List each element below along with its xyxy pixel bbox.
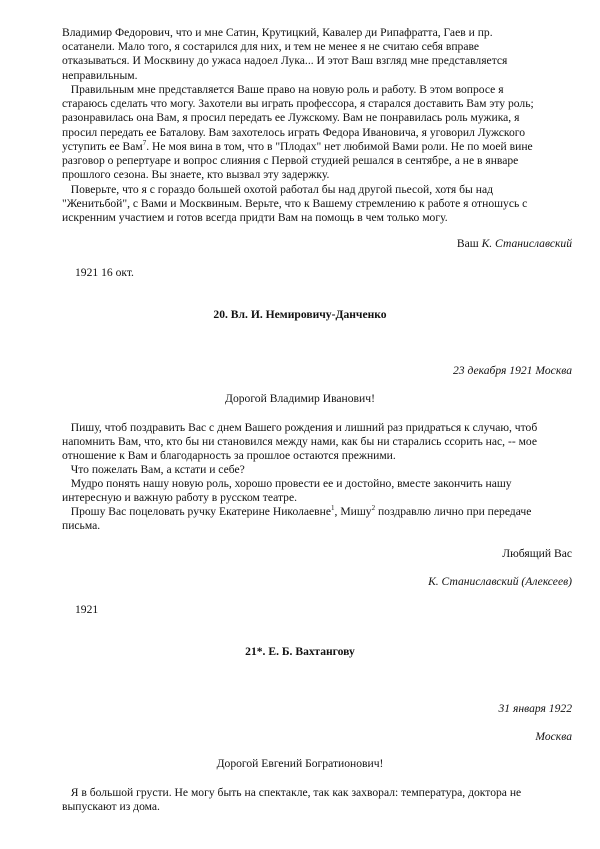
letter20-paragraph-1: Пишу, чтоб поздравить Вас с днем Вашего рождения и лишний раз придраться к случаю, чтоб напомнить Вам, что, кто бы ни становился между нами, как бы ни старались ссорить нас, -- мое отношение к Вам и благодарность за прошлое остаются прежними. — [62, 421, 538, 463]
letter20-heading: 20. Вл. И. Немировичу-Данченко — [213, 308, 387, 321]
footnote-marker: 7 — [142, 138, 147, 147]
letter20-paragraph-3: Мудро понять нашу новую роль, хорошо провести ее и достойно, вместе закончить нашу интересную и важную работу в русском театре. — [62, 477, 512, 505]
letter21-place: Москва — [535, 730, 572, 743]
letter20-salutation: Дорогой Владимир Иванович! — [225, 392, 375, 405]
letter20-closing: Любящий Вас — [502, 547, 572, 560]
footnote-marker: 2 — [371, 504, 376, 513]
letter19-paragraph-2: Правильным мне представляется Ваше право на новую роль и работу. В этом вопросе я стараюсь сделать что могу. Захотели вы играть профессора, я старался доставить Вам эту роль; разонравилась она Вам, я просил передать ее Лужскому. Вам не понравилась роль мужика, я просил передать ее Баталову. Вам захотелось играть Федора Ивановича, я уговорил Лужского уступить ее Вам$^7$. Не моя вина в том, что в "Плодах" нет любимой Вами роли. Не по моей вине разговор о репертуаре и вопрос слияния с Первой студией решался в сентябре, а не в январе прошлого сезона. Вы знаете, кто вызвал эту задержку. — [62, 83, 582, 182]
footnote-marker: 1 — [331, 504, 335, 513]
letter21-salutation: Дорогой Евгений Богратионович! — [216, 757, 384, 770]
letter21-date: 31 января 1922 — [498, 702, 572, 715]
letter20-paragraph-2: Что пожелать Вам, а кстати и себе? — [62, 463, 245, 476]
letter19-date: 1921 16 окт. — [75, 266, 134, 279]
letter20-paragraph-4: Прошу Вас поцеловать ручку Екатерине Николаевне$^1$, Мишу$^2$ поздравлю лично при передаче письма. — [62, 504, 532, 533]
letter20-year: 1921 — [75, 603, 99, 616]
letter20-signature: К. Станиславский (Алексеев) — [428, 575, 572, 588]
letter20-date-place: 23 декабря 1921 Москва — [452, 364, 572, 377]
letter19-signature: Ваш К. Станиславский — [456, 237, 572, 250]
letter21-heading: 21*. Е. Б. Вахтангову — [245, 645, 355, 658]
letter19-paragraph-1: Владимир Федорович, что и мне Сатин, Крутицкий, Кавалер ди Рипафратта, Гаев и пр. осатанели. Мало того, я состарился для них, и тем не менее я не считаю себя вправе отказываться. И Москвину до ужаса надоел Лука... И этот Ваш взгляд мне представляется неправильным. — [62, 26, 508, 82]
letter19-paragraph-2-line5: уступить ее Вам$^7$. Не моя вина в том, что в "Плодах" нет любимой Вами роли. Не по моей вине — [62, 138, 533, 153]
letter21-paragraph-1: Я в большой грусти. Не могу быть на спектакле, так как захворал: температура, доктора не выпускают из дома. — [62, 786, 522, 814]
letter19-paragraph-3: Поверьте, что я с гораздо большей охотой работал бы над другой пьесой, хотя бы над "Женитьбой", с Вами и Москвиным. Верьте, что к Вашему стремлению к работе я отношусь с искренним участием и готов всегда придти Вам на помощь в чем только могу. — [62, 183, 528, 225]
